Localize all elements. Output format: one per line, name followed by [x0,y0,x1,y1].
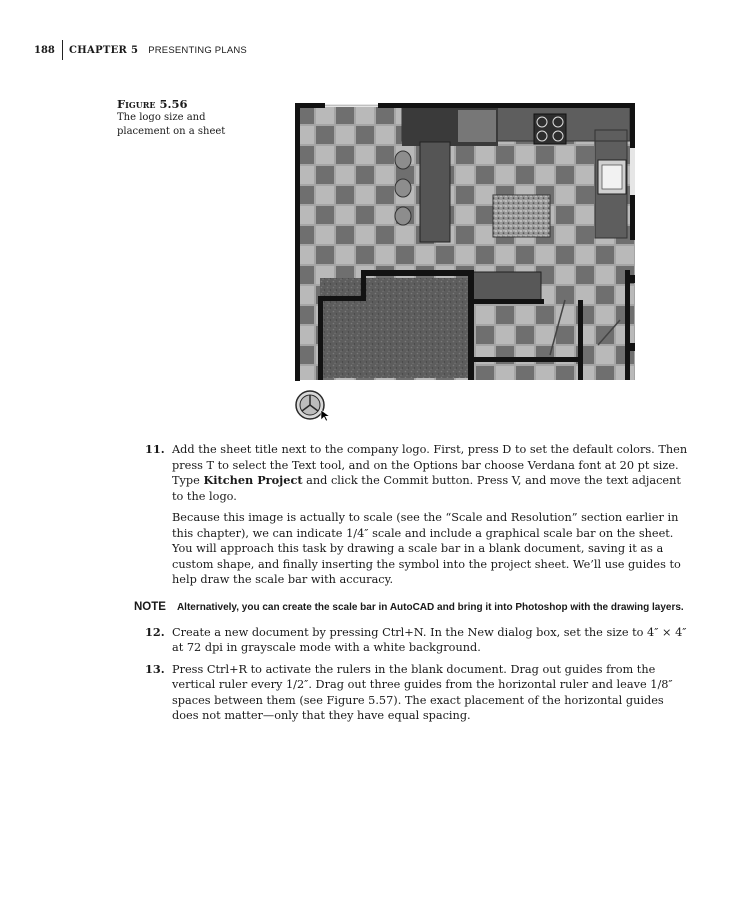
step-text: Add the sheet title next to the company logo. First, press D to set the default colors. Then press T to select the Text tool, and on the Options bar choose Verdana font at 20 pt size. Type Kitchen Project and click the Commit button. Press V, and move the text adjacent to the logo. [172,443,688,503]
chapter-label: CHAPTER 5 [69,44,139,56]
header-divider [62,40,63,60]
emphasis-text: Kitchen Project [203,473,303,487]
body-text [134,442,690,730]
explanation-paragraph: Because this image is actually to scale (see the “Scale and Resolution” section earlier in this chapter), we can indicate 1/4″ scale and include a graphical scale bar on the sheet. You will approach this task by drawing a scale bar in a blank document, saving it as a custom shape, and finally inserting the symbol into the project sheet. We’ll use guides to help draw the scale bar with accuracy. [172,511,681,586]
step-number: 13. [145,661,165,676]
cursor-icon [321,410,330,421]
step-number: 12. [145,624,165,639]
company-logo [296,391,324,419]
page-number: 188 [34,44,55,56]
floor-plan [295,103,635,381]
running-header [34,40,247,60]
figure-caption-block [117,97,247,139]
step-text: Press Ctrl+R to activate the rulers in the blank document. Drag out guides from the vertical ruler every 1/2″. Drag out three guides from the horizontal ruler and leave 1/8″ spaces between them (see Figure 5.57). The exact placement of the horizontal guides does not matter—only that they have equal spacing. [172,662,673,722]
note-label: NOTE [134,600,166,613]
note-block [134,600,690,615]
step-item [145,442,690,504]
step-item [145,625,690,656]
note-text: Alternatively, you can create the scale bar in AutoCAD and bring it into Photoshop with the drawing layers. [176,601,684,613]
step-number: 11. [145,442,165,456]
step-text: Create a new document by pressing Ctrl+N. In the New dialog box, set the size to 4″ × 4″ at 72 dpi in grayscale mode with a white background. [172,625,687,654]
step-item [145,662,690,724]
figure-label: Figure 5.56 [117,97,188,111]
figure-caption: The logo size and placement on a sheet [117,112,226,137]
chapter-title: PRESENTING PLANS [148,44,247,56]
kitchen-plan-figure [290,100,640,430]
